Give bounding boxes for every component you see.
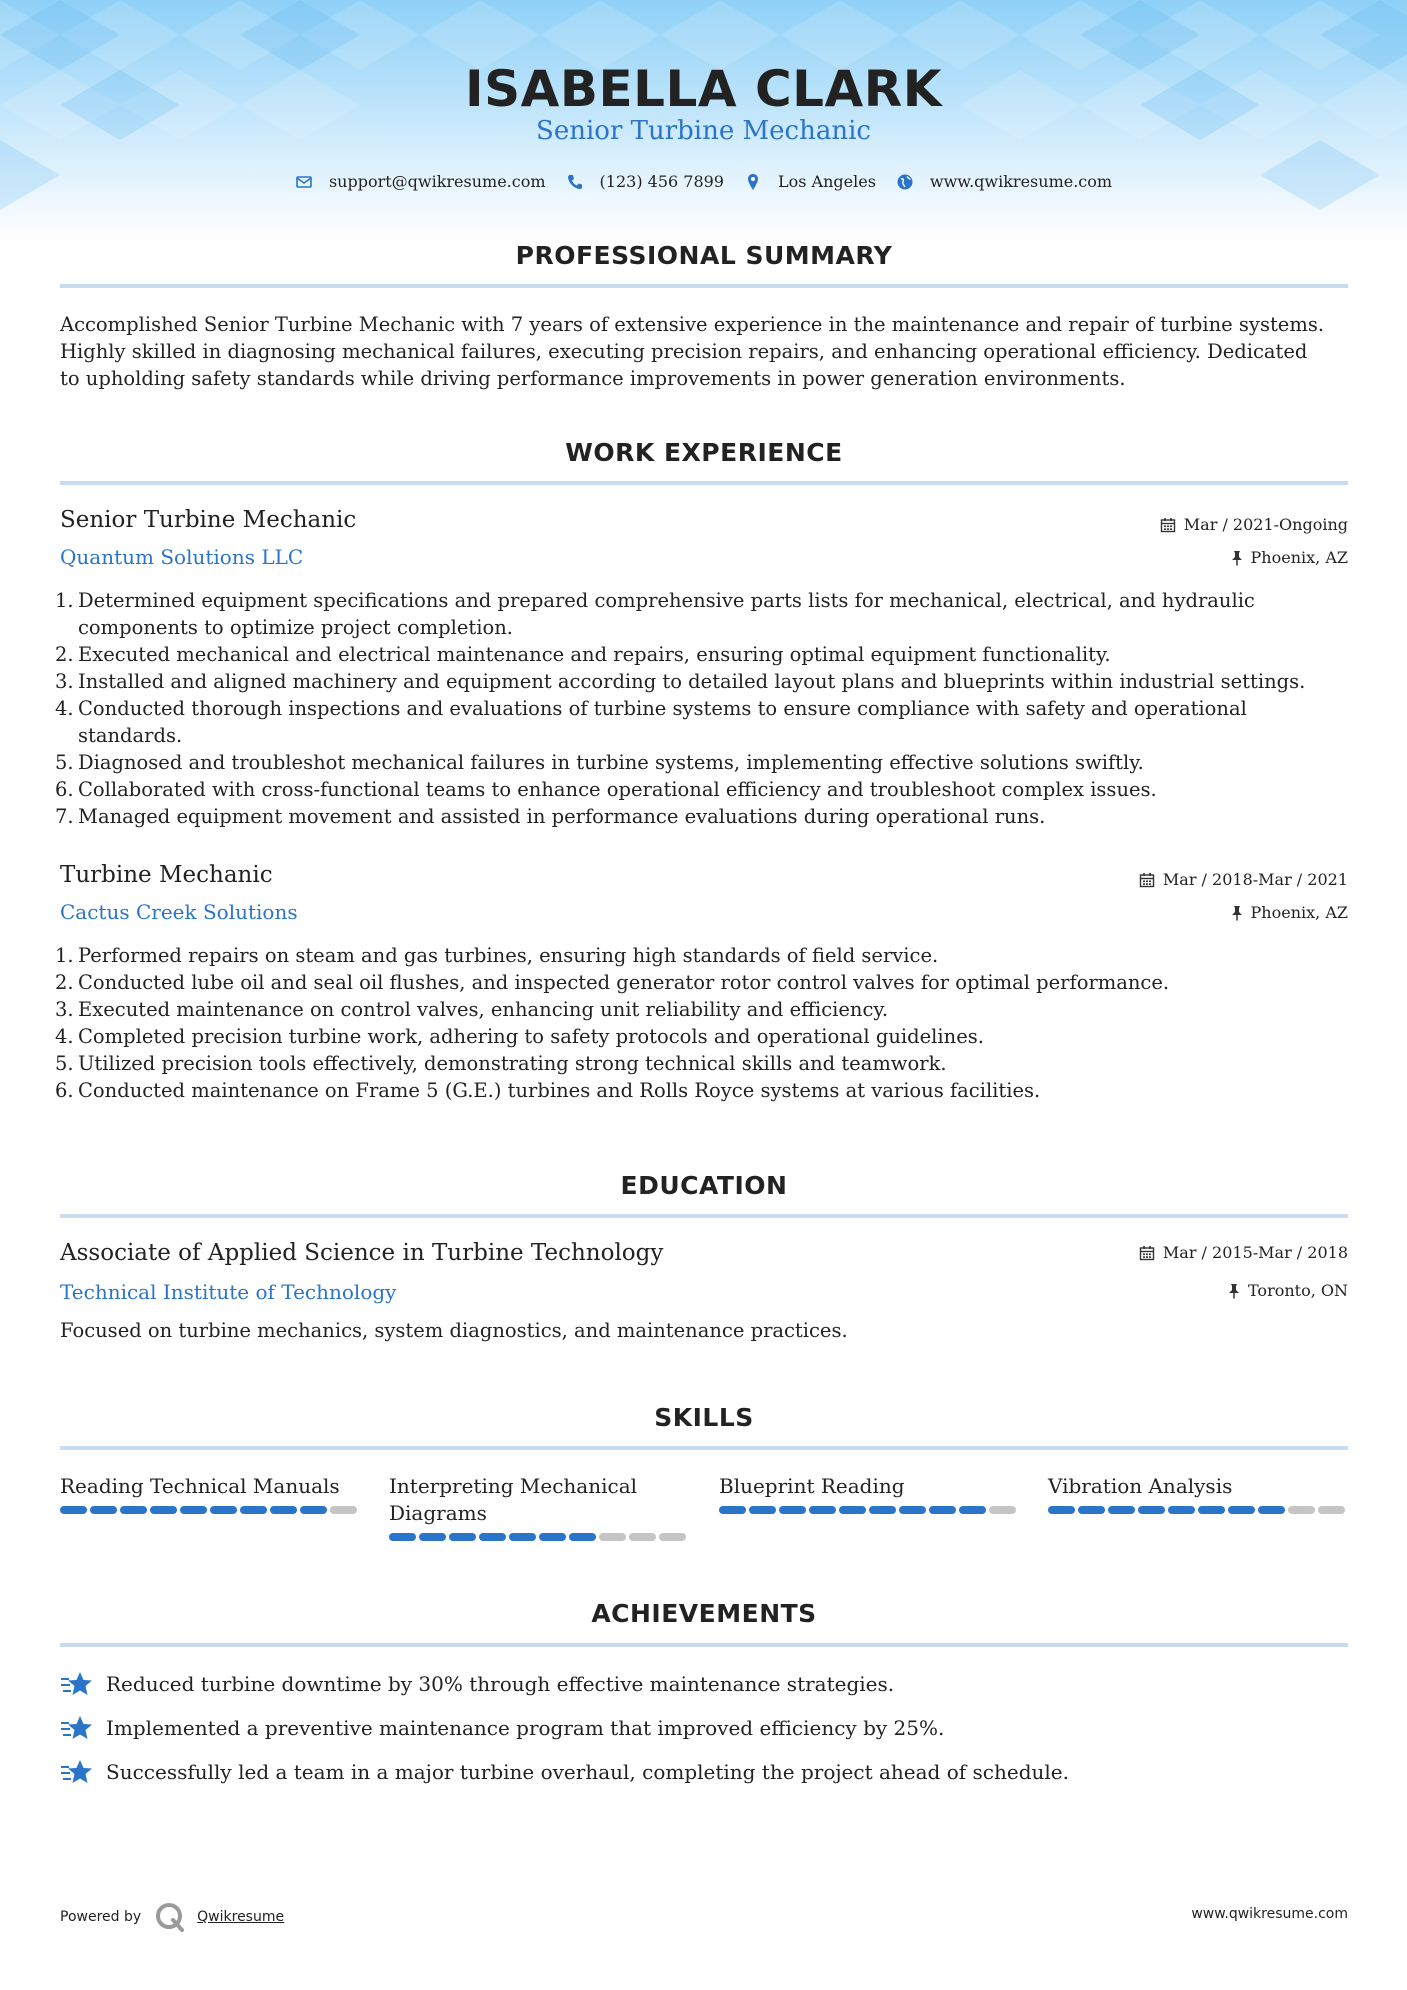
company-name: Quantum Solutions LLC bbox=[60, 545, 304, 569]
bullet-text: Performed repairs on steam and gas turbines, ensuring high standards of field service. bbox=[78, 944, 939, 967]
bullet-text: Determined equipment specifications and prepared comprehensive parts lists for mechanical, electrical, and hydraulic components to optimize project completion. bbox=[78, 589, 1255, 639]
skill-level-bar bbox=[1048, 1506, 1348, 1514]
company-name: Cactus Creek Solutions bbox=[60, 900, 298, 924]
education-dates bbox=[1139, 1243, 1348, 1262]
bullet-text: Conducted thorough inspections and evaluations of turbine systems to ensure compliance with safety and operational standards. bbox=[78, 697, 1247, 747]
contact-location bbox=[744, 172, 876, 191]
job-location-text: Phoenix, AZ bbox=[1250, 548, 1348, 567]
qwikresume-link[interactable]: Qwikresume bbox=[197, 1909, 285, 1925]
education-location-text: Toronto, ON bbox=[1248, 1281, 1348, 1300]
skill-level-bar bbox=[60, 1506, 360, 1514]
achievement-text: Successfully led a team in a major turbine overhaul, completing the project ahead of schedule. bbox=[106, 1760, 1069, 1784]
skill-segment-filled bbox=[240, 1506, 267, 1514]
skill-name: Blueprint Reading bbox=[719, 1474, 905, 1498]
skill-segment-empty bbox=[599, 1533, 626, 1541]
experience-rule bbox=[60, 481, 1348, 485]
achievement-text: Implemented a preventive maintenance program that improved efficiency by 25%. bbox=[106, 1716, 945, 1740]
job-title: Senior Turbine Mechanic bbox=[60, 507, 357, 533]
skill-segment-filled bbox=[539, 1533, 566, 1541]
calendar-icon bbox=[1160, 517, 1176, 533]
footer-powered-by bbox=[60, 1900, 284, 1934]
skill-segment-filled bbox=[270, 1506, 297, 1514]
bullet-text: Installed and aligned machinery and equipment according to detailed layout plans and blueprints within industrial settings. bbox=[78, 670, 1306, 693]
bullet-text: Completed precision turbine work, adhering to safety protocols and operational guidelines. bbox=[78, 1025, 984, 1048]
phone-icon bbox=[566, 173, 584, 191]
star-icon bbox=[60, 1670, 94, 1698]
job-dates bbox=[1139, 870, 1348, 889]
skill-segment-empty bbox=[1288, 1506, 1315, 1514]
skill-segment-filled bbox=[479, 1533, 506, 1541]
thumbtack-icon bbox=[1231, 905, 1243, 921]
location-text: Los Angeles bbox=[777, 172, 876, 191]
skill-name: Interpreting Mechanical Diagrams bbox=[389, 1474, 638, 1525]
website-text: www.qwikresume.com bbox=[929, 172, 1113, 191]
bullet-text: Executed maintenance on control valves, enhancing unit reliability and efficiency. bbox=[78, 998, 889, 1021]
list-item: 4. Completed precision turbine work, adhering to safety protocols and operational guidelines. bbox=[55, 1025, 984, 1048]
contact-email[interactable] bbox=[295, 172, 546, 191]
skill-level-bar bbox=[719, 1506, 1019, 1514]
list-item: 1. Determined equipment specifications and prepared comprehensive parts lists for mechanical, electrical, and hydraulic components to optimize project completion. bbox=[55, 589, 1255, 639]
skill-level-bar bbox=[389, 1533, 689, 1541]
skill-segment-filled bbox=[929, 1506, 956, 1514]
skill-name: Vibration Analysis bbox=[1048, 1474, 1233, 1498]
achievement-item bbox=[60, 1758, 1069, 1786]
calendar-icon bbox=[1139, 872, 1155, 888]
bullet-text: Executed mechanical and electrical maintenance and repairs, ensuring optimal equipment functionality. bbox=[78, 643, 1111, 666]
globe-icon bbox=[896, 173, 914, 191]
powered-by-text: Powered by bbox=[60, 1909, 142, 1925]
skill-item bbox=[60, 1473, 360, 1514]
bullet-text: Utilized precision tools effectively, demonstrating strong technical skills and teamwork. bbox=[78, 1052, 947, 1075]
summary-line: Highly skilled in diagnosing mechanical failures, executing precision repairs, and enhancing operational efficiency. Dedicated bbox=[60, 340, 1308, 363]
education-heading: EDUCATION bbox=[620, 1171, 788, 1200]
education-location bbox=[1228, 1281, 1348, 1300]
list-item: 2. Conducted lube oil and seal oil flushes, and inspected generator rotor control valves for optimal performance. bbox=[55, 971, 1170, 994]
skill-segment-filled bbox=[809, 1506, 836, 1514]
star-icon bbox=[60, 1714, 94, 1742]
map-pin-icon bbox=[744, 173, 762, 191]
school-name: Technical Institute of Technology bbox=[60, 1280, 397, 1304]
skill-segment-filled bbox=[449, 1533, 476, 1541]
summary-line: to upholding safety standards while driving performance improvements in power generation environments. bbox=[60, 367, 1126, 390]
job-title: Turbine Mechanic bbox=[60, 862, 273, 888]
education-description: Focused on turbine mechanics, system diagnostics, and maintenance practices. bbox=[60, 1319, 848, 1342]
skill-segment-filled bbox=[300, 1506, 327, 1514]
list-item: 6. Collaborated with cross-functional teams to enhance operational efficiency and troubleshoot complex issues. bbox=[55, 778, 1157, 801]
job-dates-text: Mar / 2018-Mar / 2021 bbox=[1162, 870, 1348, 889]
job-dates bbox=[1160, 515, 1348, 534]
qwikresume-logo-icon bbox=[153, 1900, 187, 1934]
skill-segment-filled bbox=[1198, 1506, 1225, 1514]
envelope-icon bbox=[295, 173, 313, 191]
achievement-item bbox=[60, 1714, 944, 1742]
skill-segment-filled bbox=[1048, 1506, 1075, 1514]
skill-segment-empty bbox=[629, 1533, 656, 1541]
list-item: 2. Executed mechanical and electrical maintenance and repairs, ensuring optimal equipment functionality. bbox=[55, 643, 1111, 666]
skill-segment-filled bbox=[779, 1506, 806, 1514]
skill-segment-filled bbox=[749, 1506, 776, 1514]
job-dates-text: Mar / 2021-Ongoing bbox=[1183, 515, 1348, 534]
bullet-text: Collaborated with cross-functional teams to enhance operational efficiency and troubleshoot complex issues. bbox=[78, 778, 1157, 801]
candidate-name: ISABELLA CLARK bbox=[465, 60, 942, 118]
candidate-role: Senior Turbine Mechanic bbox=[536, 116, 871, 146]
summary-heading: PROFESSIONAL SUMMARY bbox=[515, 241, 893, 270]
skill-segment-filled bbox=[1258, 1506, 1285, 1514]
summary-rule bbox=[60, 284, 1348, 288]
education-dates-text: Mar / 2015-Mar / 2018 bbox=[1162, 1243, 1348, 1262]
list-item: 6. Conducted maintenance on Frame 5 (G.E.) turbines and Rolls Royce systems at various facilities. bbox=[55, 1079, 1041, 1102]
degree-title: Associate of Applied Science in Turbine Technology bbox=[60, 1240, 664, 1266]
experience-heading: WORK EXPERIENCE bbox=[565, 438, 843, 467]
phone-text: (123) 456 7899 bbox=[599, 172, 724, 191]
list-item: 1. Performed repairs on steam and gas turbines, ensuring high standards of field service. bbox=[55, 944, 939, 967]
list-item: 3. Executed maintenance on control valves, enhancing unit reliability and efficiency. bbox=[55, 998, 889, 1021]
skills-rule bbox=[60, 1446, 1348, 1450]
achievement-text: Reduced turbine downtime by 30% through effective maintenance strategies. bbox=[106, 1672, 895, 1696]
skill-segment-filled bbox=[120, 1506, 147, 1514]
skill-segment-filled bbox=[839, 1506, 866, 1514]
achievement-item bbox=[60, 1670, 894, 1698]
skill-segment-filled bbox=[959, 1506, 986, 1514]
education-rule bbox=[60, 1214, 1348, 1218]
contact-bar bbox=[0, 172, 1407, 191]
skill-segment-filled bbox=[1078, 1506, 1105, 1514]
skill-segment-filled bbox=[509, 1533, 536, 1541]
calendar-icon bbox=[1139, 1245, 1155, 1261]
summary-text bbox=[60, 311, 1350, 392]
achievements-rule bbox=[60, 1643, 1348, 1647]
list-item: 7. Managed equipment movement and assisted in performance evaluations during operational runs. bbox=[55, 805, 1046, 828]
bullet-text: Conducted lube oil and seal oil flushes, and inspected generator rotor control valves for optimal performance. bbox=[78, 971, 1170, 994]
skill-segment-filled bbox=[1228, 1506, 1255, 1514]
list-item: 3. Installed and aligned machinery and equipment according to detailed layout plans and blueprints within industrial settings. bbox=[55, 670, 1306, 693]
thumbtack-icon bbox=[1231, 550, 1243, 566]
skill-item bbox=[719, 1473, 1019, 1514]
footer-website[interactable]: www.qwikresume.com bbox=[1191, 1906, 1348, 1922]
contact-phone[interactable] bbox=[566, 172, 724, 191]
skill-segment-filled bbox=[90, 1506, 117, 1514]
summary-line: Accomplished Senior Turbine Mechanic with 7 years of extensive experience in the maintenance and repair of turbine systems. bbox=[60, 313, 1325, 336]
skill-segment-empty bbox=[989, 1506, 1016, 1514]
skill-segment-filled bbox=[389, 1533, 416, 1541]
skill-segment-empty bbox=[659, 1533, 686, 1541]
job-location bbox=[1231, 903, 1348, 922]
skill-segment-filled bbox=[719, 1506, 746, 1514]
skill-segment-filled bbox=[419, 1533, 446, 1541]
job-bullets bbox=[55, 942, 1350, 1104]
skill-segment-filled bbox=[60, 1506, 87, 1514]
list-item: 5. Diagnosed and troubleshot mechanical failures in turbine systems, implementing effective solutions swiftly. bbox=[55, 751, 1144, 774]
email-text: support@qwikresume.com bbox=[328, 172, 546, 191]
skill-item bbox=[1048, 1473, 1348, 1514]
skill-segment-filled bbox=[899, 1506, 926, 1514]
skill-segment-filled bbox=[210, 1506, 237, 1514]
skill-segment-filled bbox=[569, 1533, 596, 1541]
contact-website[interactable] bbox=[896, 172, 1112, 191]
skills-heading: SKILLS bbox=[654, 1403, 754, 1432]
skill-segment-filled bbox=[1108, 1506, 1135, 1514]
bullet-text: Managed equipment movement and assisted in performance evaluations during operational runs. bbox=[78, 805, 1046, 828]
bullet-text: Conducted maintenance on Frame 5 (G.E.) turbines and Rolls Royce systems at various facilities. bbox=[78, 1079, 1041, 1102]
job-location bbox=[1231, 548, 1348, 567]
bullet-text: Diagnosed and troubleshot mechanical failures in turbine systems, implementing effective solutions swiftly. bbox=[78, 751, 1144, 774]
thumbtack-icon bbox=[1228, 1283, 1240, 1299]
skill-item bbox=[389, 1473, 689, 1541]
list-item: 5. Utilized precision tools effectively, demonstrating strong technical skills and teamwork. bbox=[55, 1052, 947, 1075]
skill-segment-empty bbox=[1318, 1506, 1345, 1514]
job-location-text: Phoenix, AZ bbox=[1250, 903, 1348, 922]
skill-segment-empty bbox=[330, 1506, 357, 1514]
list-item: 4. Conducted thorough inspections and evaluations of turbine systems to ensure compliance with safety and operational standards. bbox=[55, 697, 1247, 747]
star-icon bbox=[60, 1758, 94, 1786]
skill-segment-filled bbox=[1138, 1506, 1165, 1514]
skill-segment-filled bbox=[150, 1506, 177, 1514]
achievements-heading: ACHIEVEMENTS bbox=[591, 1599, 817, 1628]
skill-name: Reading Technical Manuals bbox=[60, 1474, 340, 1498]
skill-segment-filled bbox=[1168, 1506, 1195, 1514]
skill-segment-filled bbox=[180, 1506, 207, 1514]
skill-segment-filled bbox=[869, 1506, 896, 1514]
job-bullets bbox=[55, 587, 1350, 830]
